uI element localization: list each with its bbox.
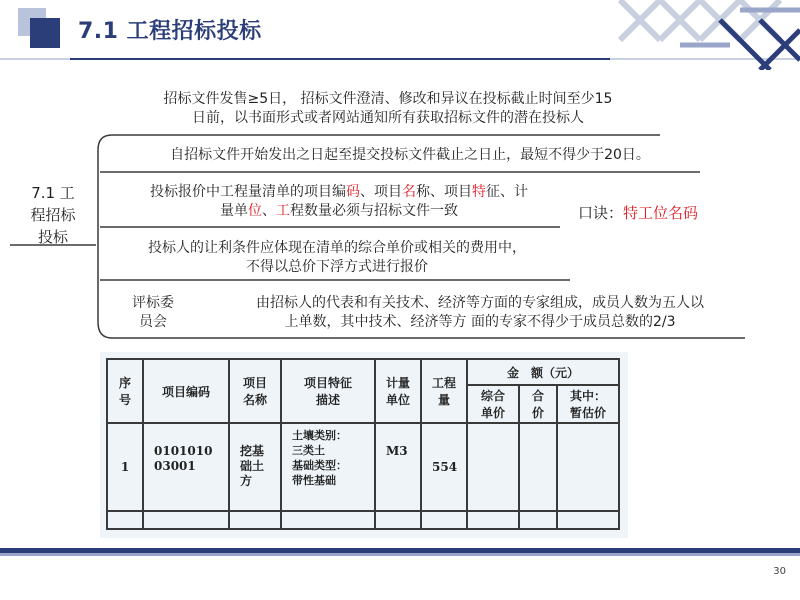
tree-item-1 [118,90,658,128]
tree-item-1-line-1: 招标文件发售≥5日， 招标文件澄清、修改和异议在投标截止时间至少15 [163,91,613,107]
tree-item-5 [210,294,750,332]
header-unit [375,359,421,423]
header-code: 项目编码 [143,359,229,423]
text: 称、项目 [416,184,472,200]
text: 投标报价中工程量清单的项目编 [150,184,346,200]
footer-bar-light [0,553,800,556]
table-row-empty [107,511,619,529]
text: 量 [437,393,450,407]
text: 量单 [220,203,248,219]
text: 单价 [480,406,505,420]
text: 名称 [242,393,267,407]
text: 程数量必须与招标文件一致 [290,203,458,219]
text: 挖基 [240,444,265,458]
text: 基础类型： [292,459,347,472]
text: 、项目 [360,184,402,200]
text: 础土 [240,459,265,473]
root-line-1: 7.1 工 [31,184,75,202]
label-line-1: 评标委 [132,295,174,311]
text: 、 [262,203,276,219]
root-line-2: 程招标 [30,206,76,224]
page-number: 30 [773,566,786,577]
text: 描述 [315,393,340,407]
text: 单位 [385,393,410,407]
highlight-char: 特 [472,184,486,200]
text: 其中： [569,389,606,403]
label-line-2: 员会 [139,314,167,330]
text: 0101010 [154,444,213,458]
text: 价 [531,406,544,420]
mnemonic-tip [578,202,698,223]
tree-item-3-line-1 [112,183,566,202]
header-seq [107,359,143,423]
header-amount: 金 额（元） [467,359,619,385]
tree-item-5-line-2: 上单数，其中技术、经济等方 面的专家不得少于成员总数的2/3 [284,314,676,330]
tree-item-2: 自招标文件开始发出之日起至提交投标文件截止之日止，最短不得少于20日。 [170,147,650,163]
cell-quantity: 554 [421,423,467,511]
tree-item-4-line-2: 不得以总价下浮方式进行报价 [246,259,428,275]
text: 土壤类别： [292,429,347,442]
highlight-char: 名 [402,184,416,200]
text: 方 [240,474,253,488]
tree-item-4-line-1: 投标人的让利条件应体现在清单的综合单价或相关的费用中， [148,240,526,256]
root-line-3: 投标 [37,228,68,246]
tree-root-label [18,182,88,248]
header-name [229,359,281,423]
text: 工程 [431,376,456,390]
cell-name [229,423,281,511]
mnemonic-prefix: 口诀： [578,204,624,222]
highlight-char: 工 [276,203,290,219]
text: 03001 [154,459,196,473]
cell-provisional [557,423,619,511]
table-row [107,423,619,511]
text: 号 [118,393,131,407]
tree-item-3 [112,183,566,221]
text: 征、计 [486,184,528,200]
header-quantity [421,359,467,423]
bill-of-quantities-table [100,352,628,538]
text: 项目 [242,376,267,390]
tree-item-4 [112,239,562,277]
highlight-char: 码 [346,184,360,200]
text: 序 [118,376,131,390]
cell-total [519,423,557,511]
cell-unit-price [467,423,519,511]
tree-item-5-label [118,294,188,332]
cell-seq: 1 [107,423,143,511]
cell-code [143,423,229,511]
header-total [519,385,557,423]
mnemonic-value: 特工位名码 [623,204,699,222]
text: 带性基础 [292,474,336,487]
text: 综合 [480,389,505,403]
header-features [281,359,375,423]
text: 合 [531,389,544,403]
text: 暂估价 [569,406,606,420]
boq-grid [106,358,620,530]
text: 三类土 [292,444,325,457]
header-provisional [557,385,619,423]
header-unit-price [467,385,519,423]
cell-unit: M3 [375,423,421,511]
page-title: 7.1 工程招标投标 [78,19,262,44]
text: 项目特征 [303,376,352,390]
tree-item-5-line-1: 由招标人的代表和有关技术、经济等方面的专家组成，成员人数为五人以 [256,295,704,311]
text: 计量 [385,376,410,390]
tree-item-3-line-2 [112,202,566,221]
highlight-char: 位 [248,203,262,219]
cell-features [281,423,375,511]
tree-item-1-line-2: 日前，以书面形式或者网站通知所有获取招标文件的潜在投标人 [192,110,584,126]
